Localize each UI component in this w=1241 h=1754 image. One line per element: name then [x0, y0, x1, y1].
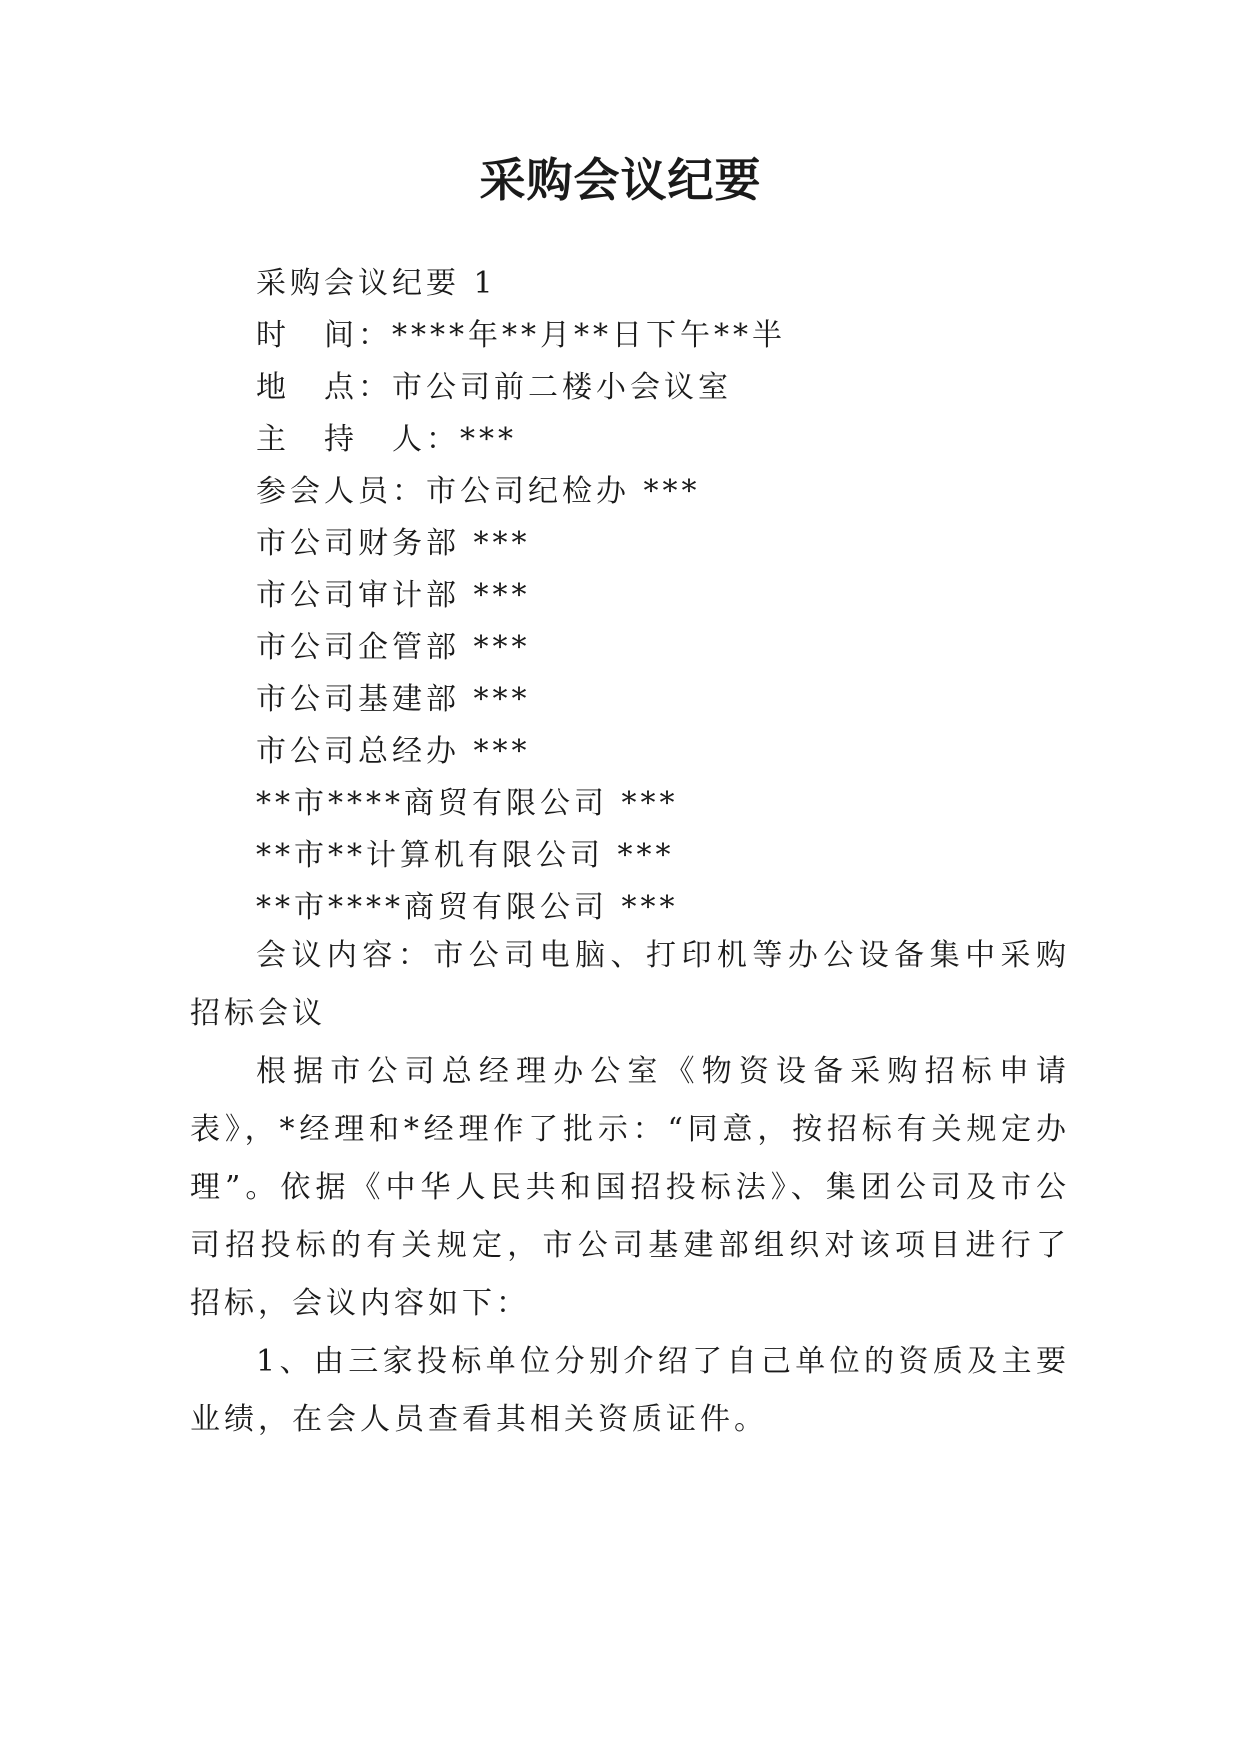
attendee-item: 市公司审计部 *** — [256, 578, 531, 613]
attendee-item: 市公司基建部 *** — [256, 682, 531, 717]
meeting-place: 地 点：市公司前二楼小会议室 — [256, 370, 732, 405]
attendee-item: **市**计算机有限公司 *** — [256, 838, 675, 873]
document-subtitle: 采购会议纪要 1 — [256, 266, 497, 301]
attendee-item: **市****商贸有限公司 *** — [256, 786, 679, 821]
attendee-item: **市****商贸有限公司 *** — [256, 890, 679, 925]
meeting-time: 时 间：****年**月**日下午**半 — [256, 318, 786, 353]
body-paragraph: 根据市公司总经理办公室《物资设备采购招标申请表》，*经理和*经理作了批示：“同意，按招标有关规定办理”。依据《中华人民共和国招投标法》、集团公司及市公司招投标的有关规定，市公司基建部组织对该项目进行了招标，会议内容如下： — [190, 1054, 1070, 1321]
attendees-first: 参会人员：市公司纪检办 *** — [256, 474, 701, 509]
body-paragraph: 1、由三家投标单位分别介绍了自己单位的资质及主要业绩，在会人员查看其相关资质证件。 — [190, 1344, 1070, 1437]
document-title: 采购会议纪要 — [479, 153, 762, 207]
meeting-content-paragraph: 会议内容：市公司电脑、打印机等办公设备集中采购招标会议 — [190, 938, 1070, 1031]
attendee-item: 市公司企管部 *** — [256, 630, 531, 665]
attendee-item: 市公司财务部 *** — [256, 526, 531, 561]
meeting-host: 主 持 人：*** — [256, 422, 517, 457]
attendee-item: 市公司总经办 *** — [256, 734, 531, 769]
